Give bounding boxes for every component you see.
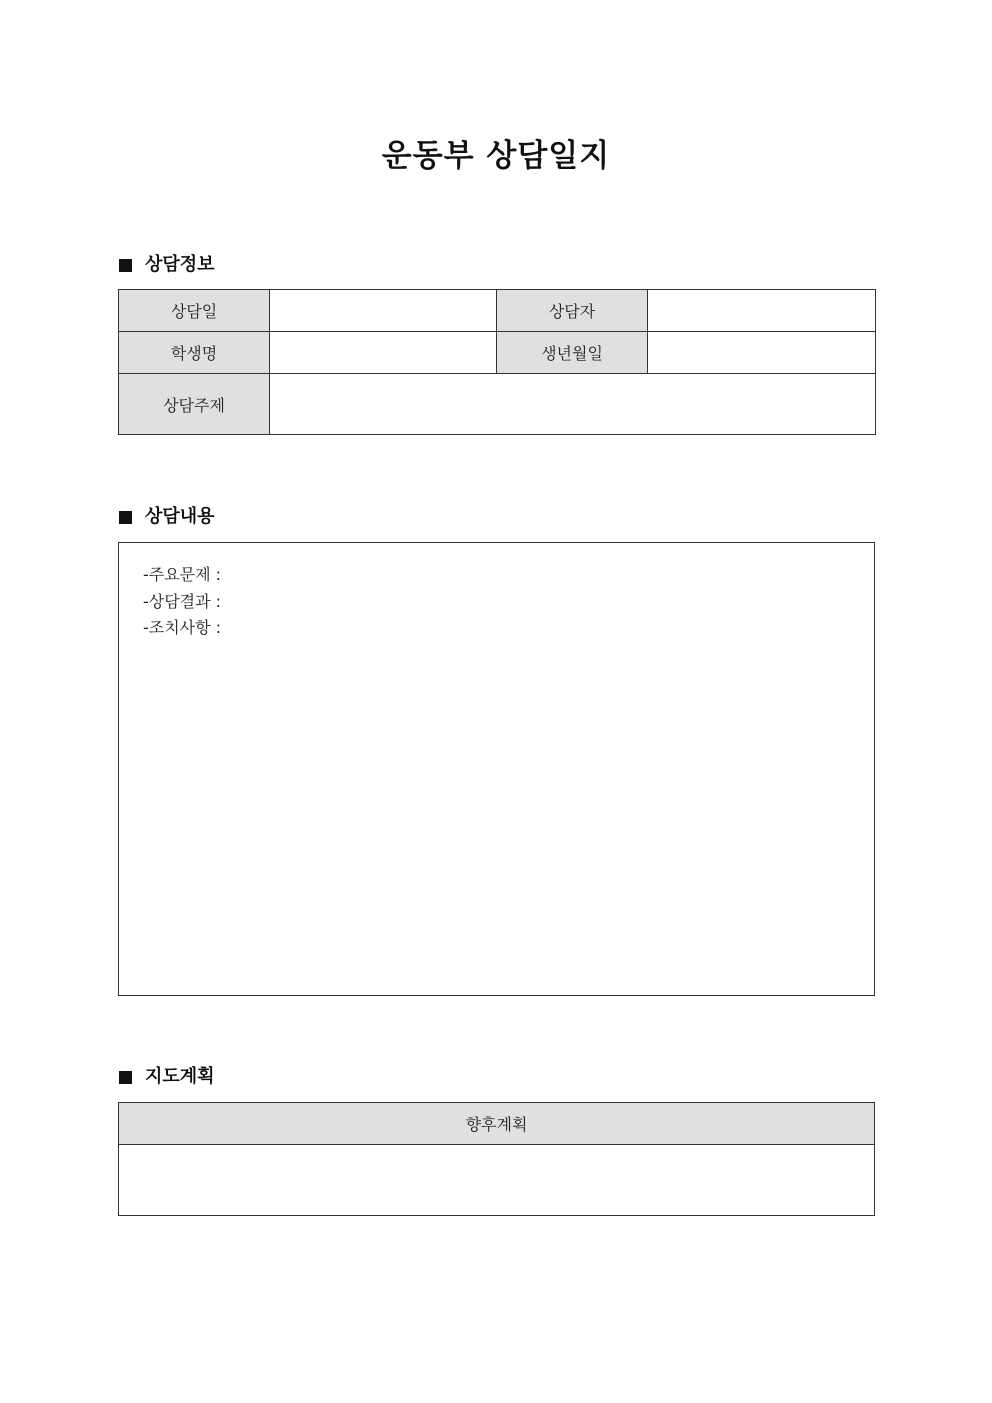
- section-heading-label: 지도계획: [145, 1066, 215, 1087]
- table-row: [119, 332, 876, 374]
- section-heading-counsel-info: [119, 253, 215, 277]
- label-counselor: 상담자: [497, 290, 648, 332]
- table-row: [119, 1145, 875, 1216]
- content-line-main-issue: -주요문제 :: [143, 565, 222, 584]
- counsel-info-table: [118, 289, 876, 435]
- field-future-plan[interactable]: [119, 1145, 875, 1216]
- field-counsel-date[interactable]: [270, 290, 497, 332]
- field-counsel-topic[interactable]: [270, 374, 876, 435]
- square-bullet-icon: [119, 1071, 132, 1084]
- table-row: [119, 290, 876, 332]
- content-line-result: -상담결과 :: [143, 591, 222, 611]
- guidance-plan-table: [118, 1102, 875, 1216]
- section-heading-label: 상담내용: [145, 506, 215, 527]
- label-student-name: 학생명: [119, 332, 270, 374]
- label-counsel-date: 상담일: [119, 290, 270, 332]
- section-heading-counsel-content: [119, 505, 215, 529]
- table-row: [119, 1103, 875, 1145]
- label-future-plan: 향후계획: [119, 1103, 875, 1145]
- document-title: 운동부 상담일지: [381, 138, 611, 174]
- label-birthdate: 생년월일: [497, 332, 648, 374]
- square-bullet-icon: [119, 511, 132, 524]
- label-counsel-topic: 상담주제: [119, 374, 270, 435]
- field-counselor[interactable]: [648, 290, 876, 332]
- section-heading-label: 상담정보: [145, 254, 215, 275]
- field-student-name[interactable]: [270, 332, 497, 374]
- field-birthdate[interactable]: [648, 332, 876, 374]
- content-line-action: -조치사항 :: [143, 618, 222, 637]
- counsel-content-box[interactable]: [118, 542, 875, 996]
- table-row: [119, 374, 876, 435]
- content-lines: [143, 562, 221, 642]
- square-bullet-icon: [119, 259, 132, 272]
- section-heading-guidance-plan: [119, 1065, 215, 1089]
